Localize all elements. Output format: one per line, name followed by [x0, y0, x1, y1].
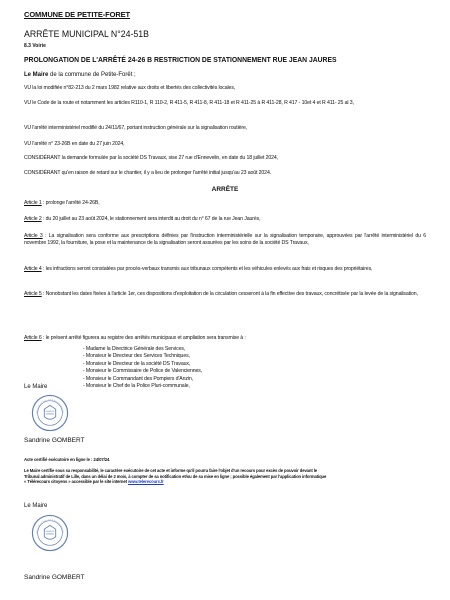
list-item: - Monsieur le Chef de la Police Pluri-communale,: [83, 383, 190, 390]
article-text: : Nonobstant les dates fixées à l'article 1er, ces dispositions d'exploitation de la circulation cesseront à la fin effective des travaux, concrétisée par la levée de la signalisation,: [41, 291, 418, 297]
signature-title: Le Maire: [24, 384, 48, 390]
considerant-demande: CONSIDÉRANT la demande formulée par la société DS Travaux, sise 27 rue d'Ennevelin, en date du 18 juillet 2024,: [24, 155, 279, 161]
vu-arrete-numero: VU l'arrêté n° 23-26B en date du 27 juin 2024,: [24, 141, 125, 147]
article-label: Article 4: [24, 266, 42, 272]
signatory-name: Sandrine GOMBERT: [24, 437, 85, 444]
article-label: Article 2: [24, 216, 42, 222]
maire-intro-rest: de la commune de Petite-Forêt ;: [48, 72, 136, 78]
signatory-name: Sandrine GOMBERT: [24, 574, 85, 581]
list-item: - Monsieur le Commandant des Pompiers d'Anzin,: [83, 375, 193, 382]
article-label: Article 5: [24, 291, 42, 297]
maire-intro: [24, 72, 136, 78]
legal-notice-line: « Télérecours citoyens » accessible par le site internet www.telerecours.fr: [24, 479, 164, 485]
arrete-heading: ARRÊTE: [211, 186, 239, 193]
vu-code: VU le Code de la route et notamment les articles R110-1, R 110-2, R 411-5, R 411-8, R 411-18 et R 411-25 à R 411-28, R 417 - 10et 4 et R 411- 25 al 3,: [24, 100, 354, 106]
category-label: 8.3 Voirie: [24, 43, 46, 49]
article-1: [24, 200, 426, 207]
list-item: - Monsieur le Directeur des Services Techniques,: [83, 353, 190, 360]
acte-executoire-note: Acte certifié exécutoire en ligne le : 24/07/24: [24, 457, 110, 462]
maire-intro-bold: Le Maire: [24, 72, 49, 78]
telerecours-link[interactable]: www.telerecours.fr: [127, 479, 164, 485]
legal-notice-line: Tribunal administratif de Lille, dans un délai de 2 mois, à compter de sa notification et/ou de sa mise en ligne ; possible également par l'application informatique: [24, 473, 327, 479]
list-item: - Madame la Directrice Générale des Services,: [83, 346, 186, 352]
municipal-seal-icon: [31, 394, 69, 432]
article-text: : La signalisation sera conforme aux prescriptions définies par l'instruction interministérielle sur la signalisation temporaire, approuvées par l'arrêté interministériel du 6 novembre 1992, la fourniture, la pose et la maintenance de la signalisation seront assurées par les soins de la société DS Travaux,: [24, 233, 426, 247]
article-text: : le présent arrêté figurera au registre des arrêtés municipaux et ampliation sera transmise à :: [41, 335, 246, 341]
arrete-number: ARRÊTE MUNICIPAL N°24-51B: [24, 29, 149, 40]
article-2: [24, 216, 426, 223]
list-item: - Monsieur le Directeur de la société DS Travaux,: [83, 360, 191, 367]
vu-arrete-interministeriel: VU l'arrêté interministériel modifié du 24/11/67, portant instruction générale sur la signalisation routière,: [24, 125, 248, 131]
signature-title: Le Maire: [24, 503, 48, 509]
legal-notice-line: Le Maire certifie sous sa responsabilité, le caractère exécutoire de cet acte et informe qu'il pourra faire l'objet d'un recours pour excès de pouvoir devant le: [24, 468, 318, 473]
article-text: : les infractions seront constatées par procès-verbaux transmis aux tribunaux compétents et les véhicules enlevés aux frais et risques des propriétaires,: [41, 266, 373, 272]
article-3: [24, 233, 426, 247]
arrete-subject: PROLONGATION DE L'ARRÊTÉ 24-26 B RESTRICTION DE STATIONNEMENT RUE JEAN JAURES: [24, 55, 337, 64]
article-6: [24, 335, 426, 342]
legal-notice: [24, 468, 426, 485]
article-5: [24, 291, 426, 298]
article-text: : du 20 juillet au 23 août 2024, le stationnement sera interdit au droit du n° 67 de la rue Jean Jaurès,: [41, 216, 261, 222]
article-label: Article 3: [24, 233, 43, 239]
recipient-list: [83, 346, 202, 390]
considerant-retard: CONSIDÉRANT qu'en raison de retard sur le chantier, il y a lieu de prolonger l'arrêté initial jusqu'au 23 août 2024.: [24, 170, 272, 176]
vu-loi: VU la loi modifiée n°82-213 du 2 mars 1982 relative aux droits et libertés des collectivités locales,: [24, 85, 236, 91]
article-text: : prolonge l'arrêté 24-26B,: [41, 200, 100, 206]
commune-title: COMMUNE DE PETITE-FORET: [24, 10, 131, 19]
article-label: Article 1: [24, 200, 42, 206]
municipal-seal-icon: [31, 514, 69, 552]
list-item: - Monsieur le Commissaire de Police de Valenciennes,: [83, 368, 203, 375]
article-label: Article 6: [24, 335, 42, 341]
article-4: [24, 266, 426, 273]
